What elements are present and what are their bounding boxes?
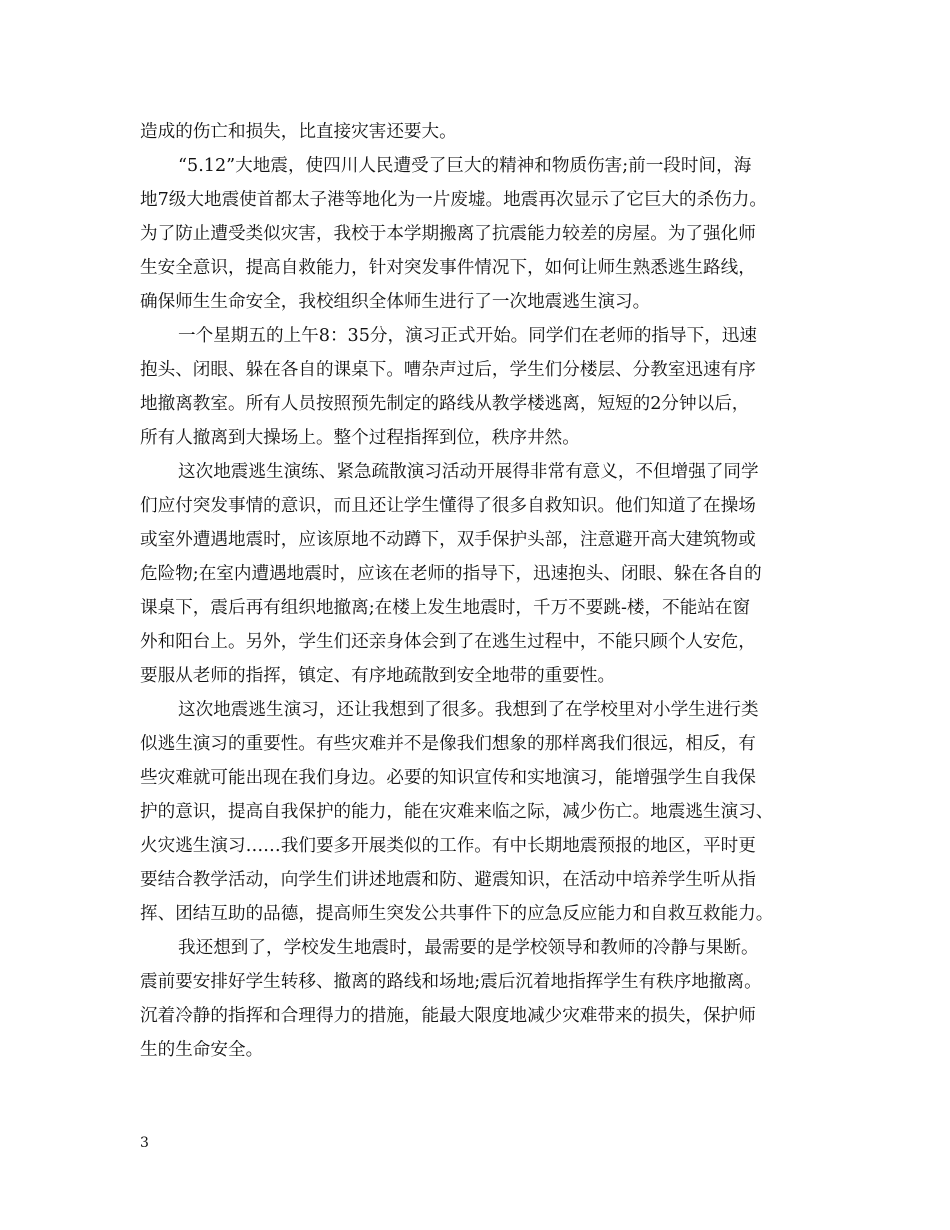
- text-line: 要服从老师的指挥，镇定、有序地疏散到安全地带的重要性。: [140, 666, 616, 686]
- text-line: 生安全意识，提高自救能力，针对突发事件情况下，如何让师生熟悉逃生路线，: [140, 258, 756, 278]
- paragraph-start-line: 这次地震逃生演练、紧急疏散演习活动开展得非常有意义，不但增强了同学: [178, 462, 759, 482]
- text-line: 危险物;在室内遭遇地震时，应该在老师的指导下，迅速抱头、闭眼、躲在各自的: [140, 564, 762, 584]
- page-number: 3: [140, 1135, 149, 1151]
- text-line: 或室外遭遇地震时，应该原地不动蹲下，双手保护头部，注意避开高大建筑物或: [140, 530, 756, 550]
- text-line: 要结合教学活动，向学生们讲述地震和防、避震知识，在活动中培养学生听从指: [140, 870, 756, 890]
- text-line: 地撤离教室。所有人员按照预先制定的路线从教学楼逃离，短短的2分钟以后，: [140, 394, 750, 414]
- text-line: 所有人撤离到大操场上。整个过程指挥到位，秩序井然。: [140, 428, 580, 448]
- text-line: 地7级大地震使首都太子港等地化为一片废墟。地震再次显示了它巨大的杀伤力。: [140, 190, 767, 210]
- text-line: 外和阳台上。另外，学生们还亲身体会到了在逃生过程中，不能只顾个人安危，: [140, 632, 756, 652]
- text-line: 护的意识，提高自我保护的能力，能在灾难来临之际，减少伤亡。地震逃生演习、: [140, 802, 774, 822]
- text-line: 造成的伤亡和损失，比直接灾害还要大。: [140, 122, 457, 142]
- text-line: 似逃生演习的重要性。有些灾难并不是像我们想象的那样离我们很远，相反，有: [140, 734, 756, 754]
- text-line: 生的生命安全。: [140, 1040, 264, 1060]
- paragraph-start-line: 一个星期五的上午8：35分，演习正式开始。同学们在老师的指导下，迅速: [178, 326, 757, 346]
- text-line: 抱头、闭眼、躲在各自的课桌下。嘈杂声过后，学生们分楼层、分教室迅速有序: [140, 360, 756, 380]
- document-body: [140, 115, 825, 1067]
- paragraph-start-line: 这次地震逃生演习，还让我想到了很多。我想到了在学校里对小学生进行类: [178, 700, 759, 720]
- text-line: 课桌下，震后再有组织地撤离;在楼上发生地震时，千万不要跳-楼，不能站在窗: [140, 598, 751, 618]
- text-line: 震前要安排好学生转移、撤离的路线和场地;震后沉着地指挥学生有秩序地撤离。: [140, 972, 762, 992]
- text-line: 火灾逃生演习……我们要多开展类似的工作。有中长期地震预报的地区，平时更: [140, 836, 756, 856]
- text-line: 们应付突发事情的意识，而且还让学生懂得了很多自救知识。他们知道了在操场: [140, 496, 756, 516]
- paragraph-start-line: 我还想到了，学校发生地震时，最需要的是学校领导和教师的冷静与果断。: [178, 938, 759, 958]
- text-line: 沉着冷静的指挥和合理得力的措施，能最大限度地减少灾难带来的损失，保护师: [140, 1006, 756, 1026]
- text-line: 确保师生生命安全，我校组织全体师生进行了一次地震逃生演习。: [140, 292, 651, 312]
- paragraph-start-line: “5.12”大地震，使四川人民遭受了巨大的精神和物质伤害;前一段时间，海: [178, 156, 752, 176]
- text-line: 为了防止遭受类似灾害，我校于本学期搬离了抗震能力较差的房屋。为了强化师: [140, 224, 756, 244]
- text-line: 些灾难就可能出现在我们身边。必要的知识宣传和实地演习，能增强学生自我保: [140, 768, 756, 788]
- text-line: 挥、团结互助的品德，提高师生突发公共事件下的应急反应能力和自救互救能力。: [140, 904, 774, 924]
